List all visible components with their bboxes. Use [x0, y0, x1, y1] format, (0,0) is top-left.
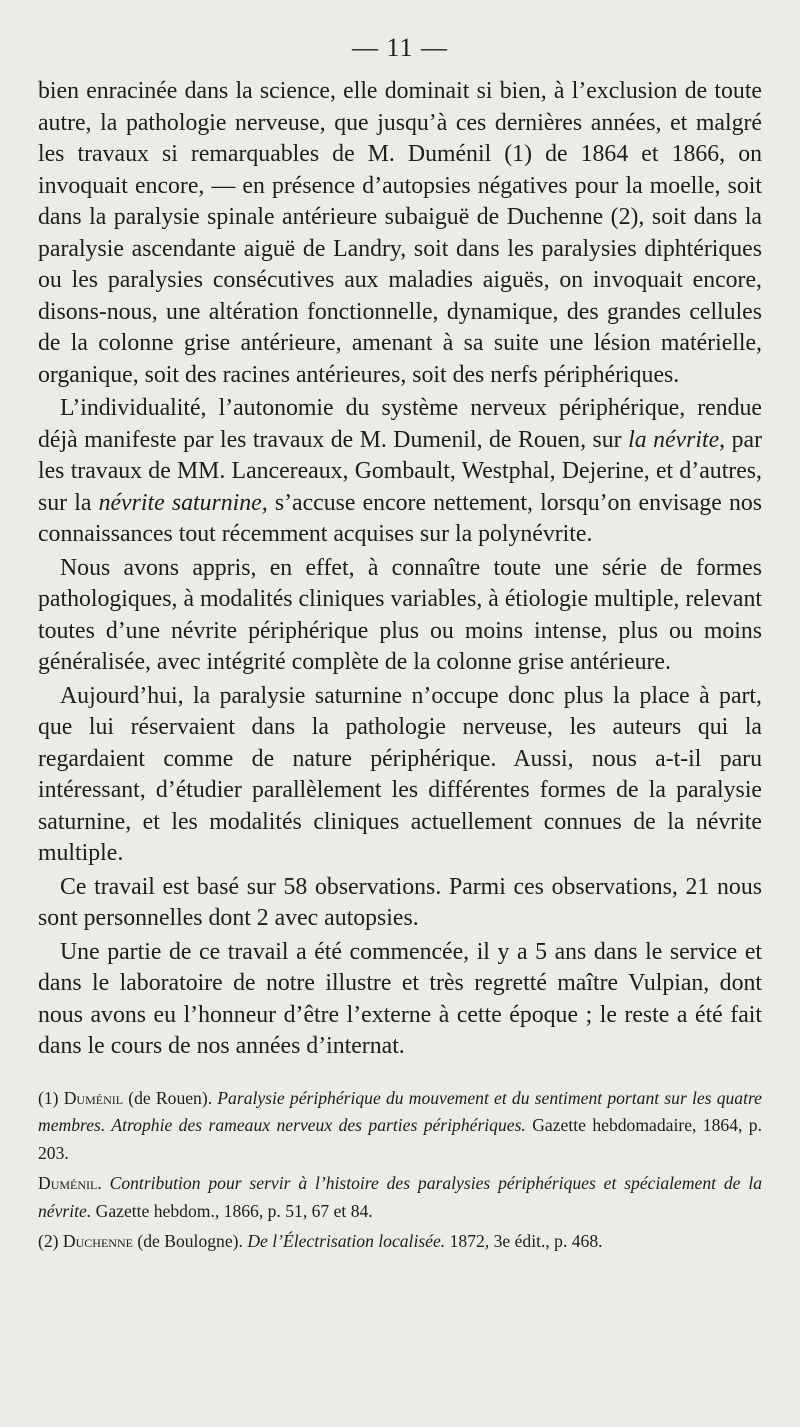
footnote-1b-source: Gazette hebdom., 1866, p. 51, 67 et 84.: [91, 1200, 373, 1221]
footnote-2-title: De l’Électrisation localisée.: [247, 1231, 446, 1251]
paragraph-3: Nous avons appris, en effet, à connaître toute une série de formes pathologiques, à modalités cliniques variables, à étiologie multiple, relevant toutes d’une névrite périphérique plus ou moins intense, plus ou moins généralisée, avec intégrité complète de la colonne grise antérieure.: [38, 554, 762, 675]
footnote-1-place: (de Rouen).: [123, 1087, 218, 1108]
footnote-2: [38, 1228, 762, 1256]
footnote-2-place: (de Boulogne).: [132, 1231, 248, 1251]
paragraph-1: bien enracinée dans la science, elle dominait si bien, à l’exclusion de toute autre, la pathologie nerveuse, que jusqu’à ces dernières années, et malgré les travaux si remarquables de M. Duménil (1) de 1864 et 1866, on invoquait encore, — en présence d’autopsies négatives pour la moelle, soit dans la paralysie spinale antérieure subaiguë de Duchenne (2), soit dans la paralysie ascendante aiguë de Landry, soit dans les paralysies diphtériques ou les paralysies consécutives aux maladies aiguës, on invoquait encore, disons-nous, une altération fonctionnelle, dynamique, des grandes cellules de la colonne grise antérieure, amenant à sa suite une lésion matérielle, organique, soit des racines antérieures, soit des nerfs périphériques.: [38, 78, 762, 388]
footnote-1-source: Gazette hebdomadaire, 1864, p. 203.: [38, 1115, 762, 1163]
page-number: — 11 —: [351, 33, 449, 62]
paragraph-2-text-a: L’individualité, l’autonomie du système nerveux périphérique, rendue déjà manifeste par les travaux de M. Dumenil, de Rouen, sur: [38, 395, 762, 453]
paragraph-5: Ce travail est basé sur 58 observations. Parmi ces observations, 21 nous sont personnelles dont 2 avec autopsies.: [38, 873, 762, 931]
footnote-2-author: Duchenne: [62, 1231, 133, 1251]
footnote-1-author: Duménil: [63, 1087, 124, 1108]
footnote-2-marker: (2): [38, 1231, 63, 1251]
paragraph-2-text-c: , par les travaux de MM. Lancereaux, Gombault, Westphal, Dejerine, et d’autres, sur la: [38, 426, 762, 516]
paragraph-2-italic-nevrite: la névrite: [628, 426, 720, 453]
footnote-1b-title: Contribution pour servir à l’histoire des paralysies périphériques et spécialement de la névrite.: [38, 1173, 762, 1221]
footnotes: [38, 1085, 762, 1256]
paragraph-2: [38, 393, 762, 551]
body-text: [38, 76, 762, 1063]
paragraph-4: Aujourd’hui, la paralysie saturnine n’occupe donc plus la place à part, que lui réservaient dans la pathologie nerveuse, les auteurs qui la regardaient comme de nature périphérique. Aussi, nous a-t-il paru intéressant, d’étudier parallèlement les différentes formes de la paralysie saturnine, et les modalités cliniques actuellement connues de la névrite multiple.: [38, 682, 762, 866]
footnote-2-source: 1872, 3e édit., p. 468.: [445, 1231, 603, 1251]
paragraph-6: Une partie de ce travail a été commencée, il y a 5 ans dans le service et dans le laboratoire de notre illustre et très regretté maître Vulpian, dont nous avons eu l’honneur d’être l’externe à cette époque ; le reste a été fait dans le cours de nos années d’internat.: [38, 938, 762, 1059]
footnote-1b-author: Duménil.: [38, 1173, 102, 1193]
paragraph-2-italic-nevrite-saturnine: névrite saturnine,: [98, 489, 268, 516]
footnote-1b: [38, 1170, 762, 1225]
footnote-1-marker: (1): [38, 1087, 64, 1108]
footnote-1-title: Paralysie périphérique du mouvement et du sentiment portant sur les quatre membres. Atrophie des rameaux nerveux des parties périphériques.: [38, 1087, 762, 1135]
paragraph-2-text-e: s’accuse encore nettement, lorsqu’on envisage nos connaissances tout récemment acquises sur la polynévrite.: [38, 489, 762, 547]
footnote-1: [38, 1085, 762, 1168]
